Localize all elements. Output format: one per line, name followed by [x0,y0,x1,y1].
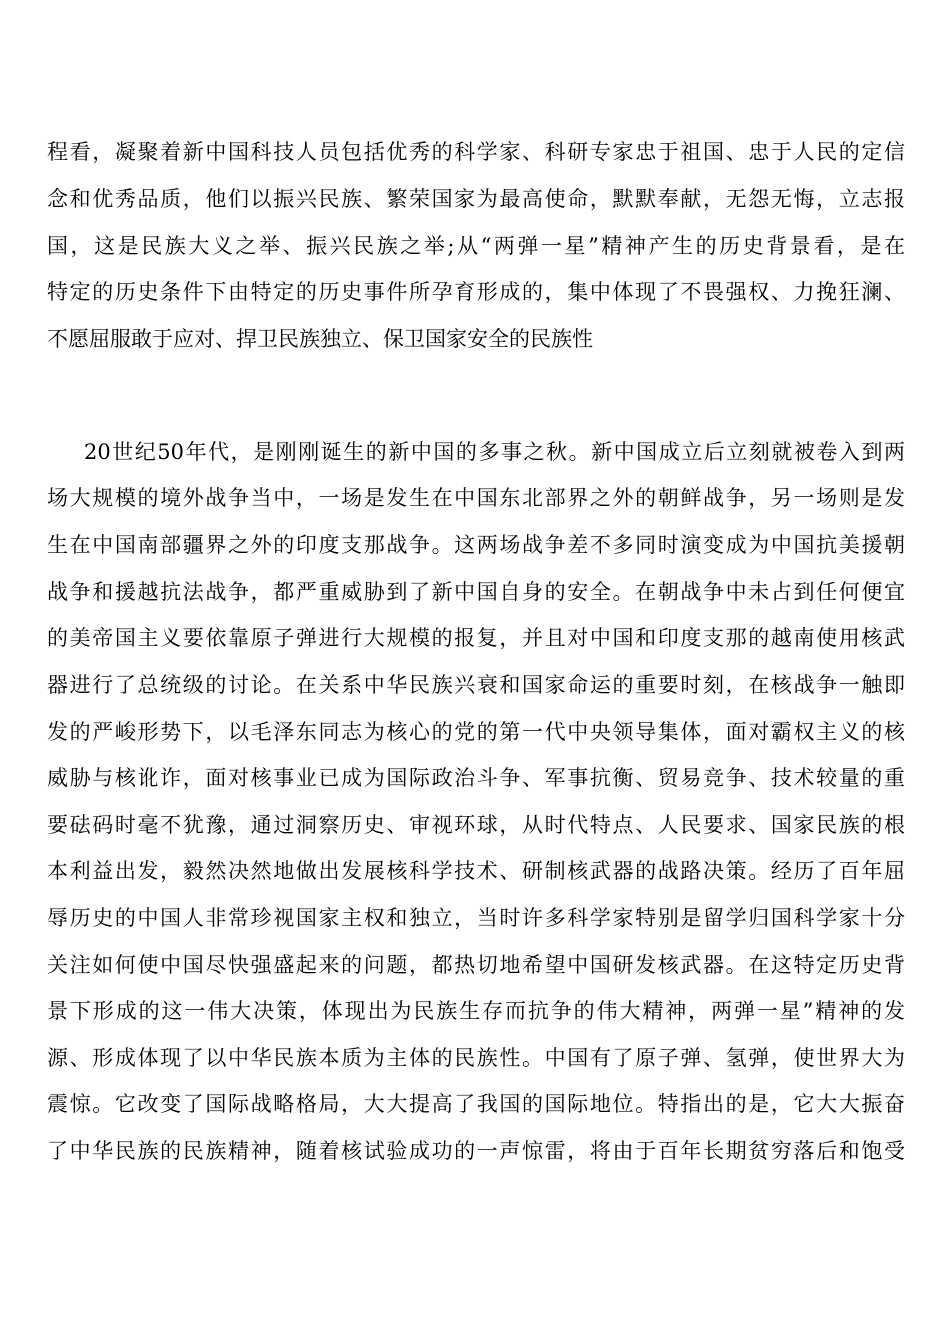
paragraph-2-line: 器进行了总统级的讨论。在关系中华民族兴衰和国家命运的重要时刻，在核战争一触即 [47,673,905,697]
paragraph-2-line: 了中华民族的民族精神，随着核试验成功的一声惊雷，将由于百年长期贫穷落后和饱受 [47,1139,905,1163]
paragraph-2-line: 战争和援越抗法战争，都严重威胁到了新中国自身的安全。在朝战争中未占到任何便宜 [47,580,905,604]
paragraph-2-line: 要砝码时毫不犹豫，通过洞察历史、审视环球，从时代特点、人民要求、国家民族的根 [47,813,905,837]
paragraph-1-line: 念和优秀品质，他们以振兴民族、繁荣国家为最高使命，默默奉献，无怨无悔，立志报 [47,187,905,211]
paragraph-2-line: 的美帝国主义要依靠原子弹进行大规模的报复，并且对中国和印度支那的越南使用核武 [47,626,905,650]
paragraph-2-line: 本利益出发，毅然决然地做出发展核科学技术、研制核武器的战路决策。经历了百年屈 [47,859,905,883]
paragraph-1-line: 不愿屈服敢于应对、捍卫民族独立、保卫国家安全的民族性 [47,327,593,351]
paragraph-1-line: 特定的历史条件下由特定的历史事件所孕育形成的，集中体现了不畏强权、力挽狂澜、 [47,280,905,304]
paragraph-2-line: 发的严峻形势下，以毛泽东同志为核心的党的第一代中央领导集体，面对霸权主义的核 [47,720,905,744]
paragraph-2-line: 源、形成体现了以中华民族本质为主体的民族性。中国有了原子弹、氢弹，使世界大为 [47,1046,905,1070]
paragraph-2-line: 关注如何使中国尽快强盛起来的问题，都热切地希望中国研发核武器。在这特定历史背 [47,953,905,977]
paragraph-2-line: 震惊。它改变了国际战略格局，大大提高了我国的国际地位。特指出的是，它大大振奋 [47,1092,905,1116]
paragraph-2-line: 威胁与核讹诈，面对核事业已成为国际政治斗争、军事抗衡、贸易竞争、技术较量的重 [47,766,905,790]
paragraph-1-line: 程看，凝聚着新中国科技人员包括优秀的科学家、科研专家忠于祖国、忠于人民的定信 [47,140,905,164]
paragraph-2-line: 20世纪50年代，是刚刚诞生的新中国的多事之秋。新中国成立后立刻就被卷入到两 [84,440,905,464]
paragraph-2-line: 辱历史的中国人非常珍视国家主权和独立，当时许多科学家特别是留学归国科学家十分 [47,906,905,930]
paragraph-2-line: 生在中国南部疆界之外的印度支那战争。这两场战争差不多同时演变成为中国抗美援朝 [47,533,905,557]
paragraph-1-line: 国，这是民族大义之举、振兴民族之举;从“两弹一星”精神产生的历史背景看，是在 [47,234,905,258]
paragraph-2-line: 景下形成的这一伟大决策，体现出为民族生存而抗争的伟大精神，两弹一星”精神的发 [47,999,905,1023]
paragraph-2-line: 场大规模的境外战争当中，一场是发生在中国东北部界之外的朝鲜战争，另一场则是发 [47,486,905,510]
